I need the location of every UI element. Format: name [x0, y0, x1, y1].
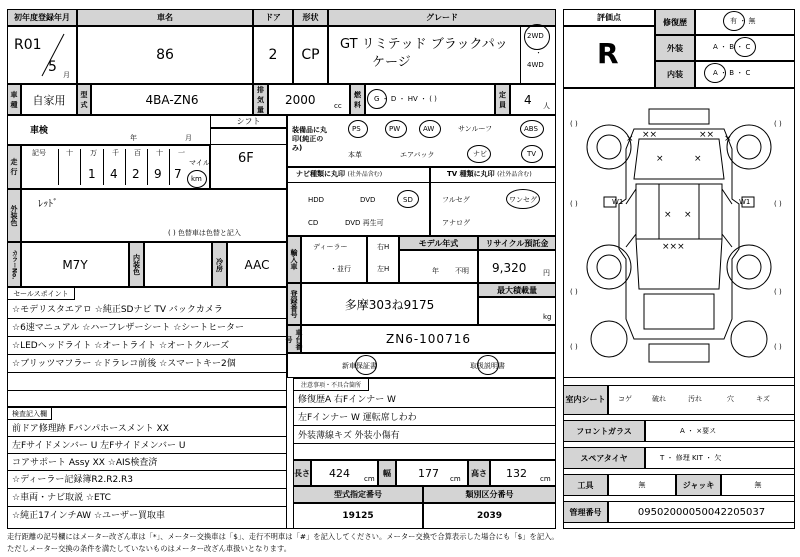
first-reg-month: 5: [48, 59, 57, 75]
recycle-value: 9,320: [492, 261, 527, 275]
recycle-label: リサイクル預託金: [478, 236, 556, 250]
mileage-hdr-5: 十: [156, 149, 163, 157]
shape: CP: [293, 26, 328, 84]
jack-label: ジャッキ: [676, 474, 721, 496]
grade-line2: ケージ: [372, 55, 411, 70]
svg-text:××: ××: [642, 130, 658, 140]
mileage-digit-3: 2: [132, 167, 140, 181]
equip-pw: PW: [389, 125, 401, 133]
navi-hdd: HDD: [308, 196, 325, 204]
designation: 19125: [293, 503, 423, 529]
grade-label: グレード: [328, 9, 556, 26]
width-label: 幅: [378, 460, 396, 486]
inspector-label: 検査記入欄: [7, 407, 52, 420]
import-left-h: 左H: [377, 265, 390, 273]
notes-label: 注意事項・不具合箇所: [293, 378, 369, 391]
mileage-label: 走行: [7, 145, 21, 189]
inspection-label: 車検: [30, 126, 49, 136]
capacity-cell: [510, 84, 556, 115]
seat-label: 室内シート: [563, 385, 608, 415]
first-reg-era: R01: [14, 37, 42, 53]
rating-label: 評価点: [563, 9, 655, 26]
diagram-paren-tr: ( ): [774, 120, 782, 128]
inspector-line-1: 左Fサイドメンバー U 左Fサイドメンバー U: [12, 441, 186, 451]
exterior-color-cell: [21, 189, 287, 242]
tv-label: TV 種類に丸印 (社外品含む): [447, 170, 532, 178]
length: 424: [329, 467, 350, 480]
length-unit: cm: [364, 475, 375, 483]
fuel-options: G ・ D ・ HV ・ ( ): [374, 95, 437, 103]
mileage-hdr-6: 一: [178, 149, 185, 157]
notes-line-2: 外装薄線キズ 外装小傷有: [298, 431, 400, 441]
inspector-line-5: ☆純正17インチAW ☆ユーザー買取車: [12, 511, 166, 521]
diagram-paren-br: ( ): [774, 288, 782, 296]
jack-value: 無: [721, 474, 795, 496]
diagram-paren-ml: ( ): [570, 200, 578, 208]
manual: 取扱説明書: [470, 362, 505, 370]
navi-dvd: DVD: [360, 196, 376, 204]
use-label: 車種: [7, 84, 21, 115]
mileage-hdr-2: 万: [90, 149, 97, 157]
recycle-yen: 円: [543, 269, 550, 277]
sales-line-0: ☆モデリスタエアロ ☆純正SDナビ TV バックカメラ: [12, 305, 223, 315]
shift: 6F: [238, 151, 254, 166]
interior-label: 内装: [655, 61, 695, 88]
spare-label: スペアタイヤ: [563, 447, 645, 469]
inspector-line-0: 前ドア修理跡 Fバンパホースメント XX: [12, 424, 169, 434]
notes-line-0: 修復歴A 右Fインナー W: [298, 395, 396, 405]
rating-value: R: [597, 37, 619, 70]
mgmt-label: 管理番号: [563, 501, 608, 523]
chassis-label: 車台番号: [287, 325, 301, 353]
model-year-label: モデル年式: [399, 236, 478, 250]
car-name: 86: [77, 26, 253, 84]
equip-tv: TV: [527, 150, 537, 158]
notes-line-1: 左Fインナー W 運転席しわわ: [298, 413, 417, 423]
navi-cd: CD: [308, 219, 319, 227]
equip-sunroof: サンルーフ: [458, 125, 493, 133]
svg-text:×: ×: [694, 154, 702, 164]
category: 2039: [423, 503, 556, 529]
mileage-digit-1: 1: [88, 167, 96, 181]
navi-dvd-play: DVD 再生可: [345, 219, 384, 227]
max-load-kg: kg: [543, 313, 552, 321]
doors: 2: [253, 26, 293, 84]
drive-2wd: 2WD: [527, 32, 544, 40]
cc-unit: cc: [334, 102, 342, 110]
svg-text:×: ×: [664, 210, 672, 220]
sales-label: セールスポイント: [7, 287, 75, 300]
exterior-label: 外装: [655, 35, 695, 61]
tv-analog: アナログ: [442, 219, 470, 227]
ac-label: 冷房: [212, 242, 227, 287]
tools-label: 工具: [563, 474, 608, 496]
seat-burn: コゲ: [618, 395, 632, 403]
navi-sd: SD: [403, 196, 413, 204]
width: 177: [418, 467, 439, 480]
registration-label: 登録番号: [287, 283, 301, 325]
model-label: 型式: [77, 84, 91, 115]
import-right-h: 右H: [377, 243, 390, 251]
diagram-paren-tl: ( ): [570, 120, 578, 128]
seat-scratch: キズ: [756, 395, 770, 403]
model-year-year: 年: [432, 267, 439, 275]
category-label: 類別区分番号: [423, 486, 556, 503]
inspector-line-3: ☆ディーラー記録簿R2.R2.R3: [12, 475, 134, 485]
color-code-label: カラーNo.: [7, 242, 21, 287]
car-diagram: [563, 88, 795, 378]
color-code: M7Y: [21, 242, 129, 287]
equip-aw: AW: [423, 125, 435, 133]
exterior-color-label: 外装色: [7, 189, 21, 242]
equip-abs: ABS: [524, 125, 538, 133]
grade-line1: GT リミテッド ブラックパッ: [340, 37, 508, 52]
inspection-month-unit: 月: [185, 134, 192, 142]
diagram-mark-right: W1: [739, 198, 751, 206]
mileage-hdr-1: 十: [66, 149, 73, 157]
grade-cell: [328, 26, 556, 84]
import-parallel: ・並行: [330, 265, 351, 273]
mileage-hdr-7: マイル: [189, 159, 210, 167]
shape-label: 形状: [293, 9, 328, 26]
mileage-digit-4: 9: [154, 167, 162, 181]
model-year-value: 不明: [455, 267, 469, 275]
tools-value: 無: [608, 474, 676, 496]
height: 132: [506, 467, 527, 480]
sales-line-1: ☆6速マニュアル ☆ハーフレザーシート ☆シートヒーター: [12, 323, 244, 333]
inspection-year-unit: 年: [130, 134, 137, 142]
displacement: 2000: [285, 93, 316, 107]
exterior-color-note: ( ) 色替車は色替と記入: [168, 229, 241, 237]
first-reg-label: 初年度登録年月: [7, 9, 77, 26]
doors-label: ドア: [253, 9, 293, 26]
registration: 多摩303ね9175: [301, 283, 478, 325]
svg-text:×: ×: [684, 210, 692, 220]
new-warranty: 新車保証書: [342, 362, 377, 370]
sales-line-2: ☆LEDヘッドライト ☆オートライト ☆オートクルーズ: [12, 341, 230, 351]
import-dealer: ディーラー: [313, 243, 348, 251]
ac: AAC: [227, 242, 287, 287]
mileage-hdr-4: 百: [134, 149, 141, 157]
diagram-paren-bl: ( ): [570, 288, 578, 296]
car-diagram-drawing: [564, 89, 794, 377]
seat-tear: 破れ: [652, 395, 666, 403]
mileage-digit-5: 7: [174, 167, 182, 181]
svg-text:×: ×: [626, 134, 634, 144]
inspector-line-2: コアサポート Assy XX ☆AIS検査済: [12, 458, 158, 468]
drive-dot: ・: [535, 49, 542, 57]
designation-label: 型式指定番号: [293, 486, 423, 503]
car-name-label: 車名: [77, 9, 253, 26]
diagram-paren-bl2: ( ): [570, 343, 578, 351]
chassis: ZN6-100716: [301, 325, 556, 353]
capacity-label: 定員: [495, 84, 510, 115]
footer-line2: ただしメーター交換の条件を満たしていないものはメーター改ざん車扱いとなります。: [7, 544, 291, 553]
diagram-paren-br2: ( ): [774, 343, 782, 351]
svg-text:×: ×: [724, 134, 732, 144]
import-label: 輸入車: [287, 236, 301, 283]
use: 自家用: [21, 84, 77, 115]
height-label: 高さ: [468, 460, 490, 486]
seat-dirt: 汚れ: [688, 395, 702, 403]
tv-fullseg: フルセグ: [442, 196, 470, 204]
capacity-unit: 人: [543, 102, 550, 110]
tv-oneseg: ワンセグ: [509, 196, 537, 204]
inspector-line-4: ☆車両・ナビ取説 ☆ETC: [12, 493, 111, 503]
docs-cell: [287, 353, 556, 378]
diagram-mark-left: W1: [612, 198, 624, 206]
glass-options: A ・ ×要ス: [680, 427, 717, 435]
fuel-label: 燃料: [350, 84, 365, 115]
interior-options: A ・ B ・ C: [713, 69, 751, 77]
tv-note: (社外品含む): [497, 171, 532, 178]
width-unit: cm: [450, 475, 461, 483]
repair-label: 修復歴: [655, 9, 695, 35]
model: 4BA-ZN6: [91, 84, 253, 115]
interior-color-label: 内装色: [129, 242, 144, 287]
mileage-hdr-3: 千: [112, 149, 119, 157]
repair-options: 有 ・ 無: [730, 17, 756, 25]
capacity: 4: [524, 93, 532, 107]
diagram-paren-mr: ( ): [774, 200, 782, 208]
sales-line-3: ☆ブリッツマフラー ☆ドラレコ前後 ☆スマートキー2個: [12, 359, 236, 369]
drive-4wd: 4WD: [527, 61, 544, 69]
exterior-options: A ・ B ・ C: [713, 43, 751, 51]
mileage-digit-2: 4: [110, 167, 118, 181]
glass-label: フロントガラス: [563, 420, 645, 442]
equip-navi: ナビ: [473, 150, 487, 158]
length-label: 長さ: [293, 460, 311, 486]
glass-cell: [645, 420, 795, 442]
svg-text:××: ××: [699, 130, 715, 140]
equipment-label: 装備品に丸印(純正のみ): [292, 126, 327, 153]
spare-options: T ・ 修理 KIT ・ 欠: [660, 454, 722, 462]
equip-leather: 本革: [348, 151, 362, 159]
svg-text:×: ×: [656, 154, 664, 164]
mgmt-value: 09502000050042205037: [608, 501, 795, 523]
displacement-label: 排気量: [253, 84, 268, 115]
footer-line1: 走行距離の記号欄にはメーター改ざん車は「*」、メーター交換車は「$」、走行不明車は「#」を記入してください。メーター交換で合算表示した場合にも「$」を記入。: [7, 532, 559, 541]
shift-label: シフト: [210, 115, 287, 128]
mileage-unit: km: [191, 175, 202, 183]
equip-ps: PS: [352, 125, 361, 133]
seat-hole: 穴: [727, 395, 734, 403]
equip-airbag: エアバック: [400, 151, 435, 159]
navi-note: (社外品含む): [347, 171, 383, 178]
first-reg-month-unit: 月: [63, 71, 70, 79]
max-load-label: 最大積載量: [478, 283, 556, 297]
navi-label: ナビ種類に丸印 (社外品含む): [296, 170, 383, 178]
height-unit: cm: [540, 475, 551, 483]
mileage-hdr-0: 記号: [32, 149, 46, 157]
exterior-color: ﾚｯﾄﾞ: [38, 199, 58, 210]
svg-text:×××: ×××: [662, 242, 685, 252]
interior-color-cell: [144, 242, 212, 287]
